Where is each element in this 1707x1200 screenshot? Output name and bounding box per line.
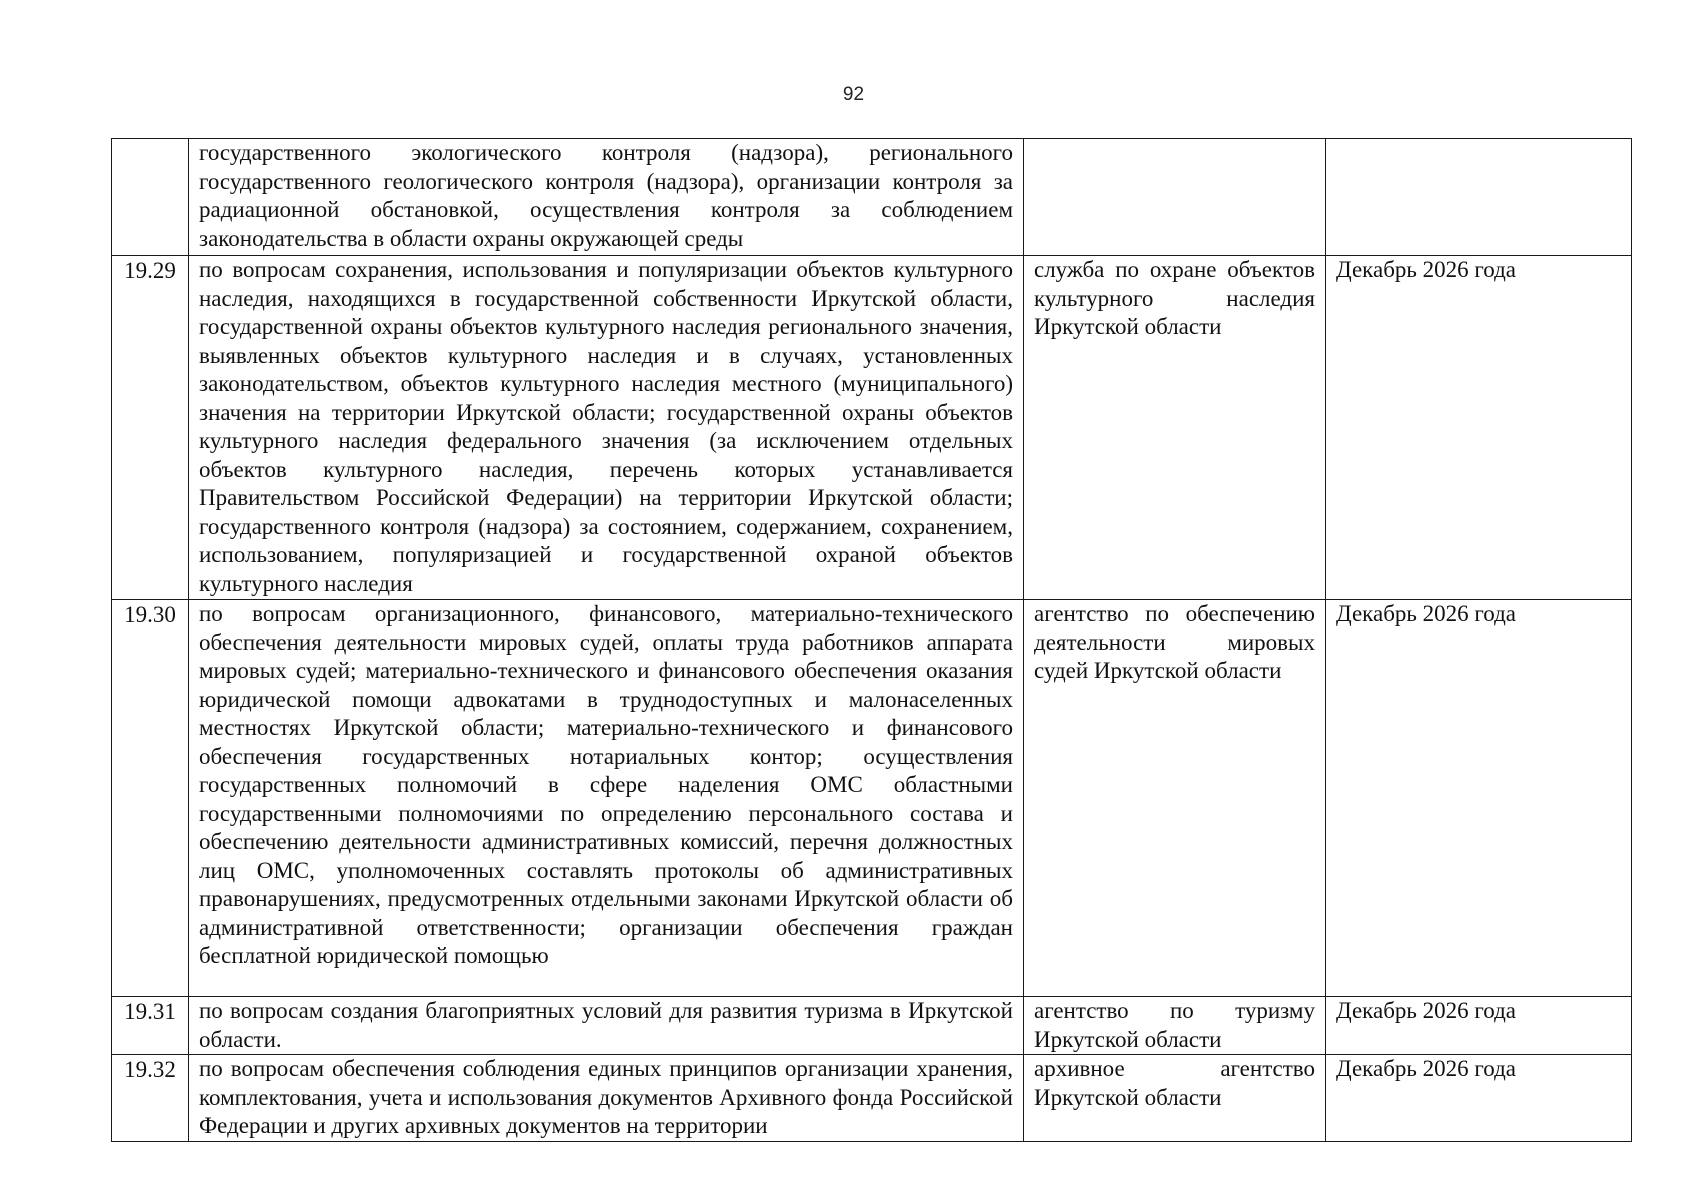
row-deadline-cell: Декабрь 2026 года <box>1326 1055 1632 1142</box>
table-row <box>112 139 1632 256</box>
row-description-cell: по вопросам обеспечения соблюдения единых принципов организации хранения, комплектования, учета и использования документов Архивного фонда Российской Федерации и других архивных документов на территории <box>189 1055 1024 1142</box>
row-description-cell: по вопросам сохранения, использования и популяризации объектов культурного наследия, находящихся в государственной собственности Иркутской области, государственной охраны объектов культурного наследия регионального значения, выявленных объектов культурного наследия и в случаях, установленных законодательством, объектов культурного наследия местного (муниципального) значения на территории Иркутской области; государственной охраны объектов культурного наследия федерального значения (за исключением отдельных объектов культурного наследия, перечень которых устанавливается Правительством Российской Федерации) на территории Иркутской области; государственного контроля (надзора) за состоянием, содержанием, сохранением, использованием, популяризацией и государственной охраной объектов культурного наследия <box>189 256 1024 600</box>
row-responsible-cell: агентство по обеспечению деятельности мировых судей Иркутской области <box>1024 600 1326 997</box>
table-row <box>112 256 1632 600</box>
table-row <box>112 997 1632 1055</box>
row-deadline-cell <box>1326 139 1632 256</box>
row-number-cell: 19.32 <box>112 1055 189 1142</box>
row-description-cell: государственного экологического контроля (надзора), регионального государственного геологического контроля (надзора), организации контроля за радиационной обстановкой, осуществления контроля за соблюдением законодательства в области охраны окружающей среды <box>189 139 1024 256</box>
row-description-cell: по вопросам организационного, финансового, материально-технического обеспечения деятельности мировых судей, оплаты труда работников аппарата мировых судей; материально-технического и финансового обеспечения оказания юридической помощи адвокатами в труднодоступных и малонаселенных местностях Иркутской области; материально-технического и финансового обеспечения государственных нотариальных контор; осуществления государственных полномочий в сфере наделения ОМС областными государственными полномочиями по определению персонального состава и обеспечению деятельности административных комиссий, перечня должностных лиц ОМС, уполномоченных составлять протоколы об административных правонарушениях, предусмотренных отдельными законами Иркутской области об административной ответственности; организации обеспечения граждан бесплатной юридической помощью <box>189 600 1024 997</box>
page-number: 92 <box>842 84 865 105</box>
row-responsible-cell: архивное агентство Иркутской области <box>1024 1055 1326 1142</box>
row-deadline-cell: Декабрь 2026 года <box>1326 600 1632 997</box>
row-number-cell <box>112 139 189 256</box>
measures-table <box>111 138 1632 1142</box>
row-deadline-cell: Декабрь 2026 года <box>1326 256 1632 600</box>
row-responsible-cell: служба по охране объектов культурного наследия Иркутской области <box>1024 256 1326 600</box>
table-row <box>112 1055 1632 1142</box>
row-responsible-cell <box>1024 139 1326 256</box>
row-description-cell: по вопросам создания благоприятных условий для развития туризма в Иркутской области. <box>189 997 1024 1055</box>
row-responsible-cell: агентство по туризму Иркутской области <box>1024 997 1326 1055</box>
table-row <box>112 600 1632 997</box>
row-number-cell: 19.29 <box>112 256 189 600</box>
row-number-cell: 19.31 <box>112 997 189 1055</box>
row-deadline-cell: Декабрь 2026 года <box>1326 997 1632 1055</box>
row-number-cell: 19.30 <box>112 600 189 997</box>
